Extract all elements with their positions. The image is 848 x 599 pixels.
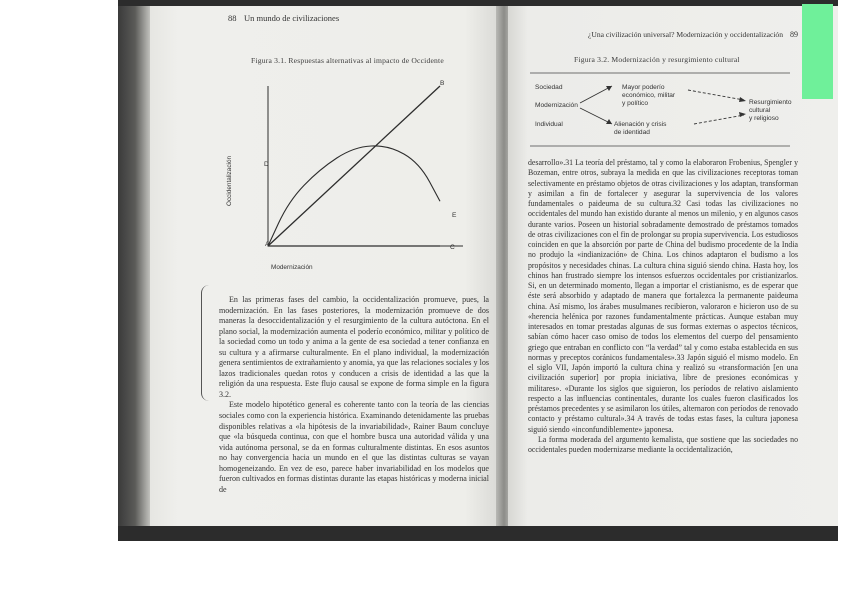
arrow-down-line	[580, 108, 612, 124]
arrow-bottom-to-result	[694, 115, 744, 124]
box-line: y político	[622, 100, 649, 107]
right-running-head: ¿Una civilización universal? Modernización y occidentalización	[588, 30, 784, 39]
box-resurgimiento	[749, 99, 792, 123]
point-label-c: C	[450, 244, 455, 251]
left-paragraph-2: Este modelo hipotético general es coherente tanto con la teoría de las ciencias sociales como con la experiencia histórica. Examinando detenidamente las pruebas disponibles relativas a «la hipótesis de la invariabilidad», Rainer Baum concluye que «la búsqueda continua, con que el hombre busca una autoridad válida y una vida autónoma personal, se da en formas culturalmente distintas. En esos asuntos no hay convergencia hacia un mundo en el que las distintas culturas se vayan homogeneizando. En vez de eso, parece haber invariabilidad en los modelos que fueron cultivados en formas distintas durante las etapas históricas y moderna inicial de	[219, 400, 489, 494]
point-label-a: A	[265, 241, 270, 248]
figure-3-2-caption: Figura 3.2. Modernización y resurgimiento cultural	[574, 55, 740, 64]
box-line: Alienación y crisis	[614, 121, 667, 128]
box-mayor-poderio	[622, 84, 675, 108]
x-axis-label: Modernización	[271, 264, 313, 271]
right-paragraph-2: La forma moderada del argumento kemalista, que sostiene que las sociedades no occidentales pueden modernizarse mediante la occidentalización,	[528, 434, 798, 454]
left-page-number: 88	[228, 13, 237, 23]
green-sticky-tab	[802, 4, 833, 99]
y-axis-label: Occidentalización	[226, 155, 233, 206]
level-sociedad: Sociedad	[535, 84, 563, 91]
right-page-number: 89	[790, 30, 798, 39]
box-line: Mayor poderío	[622, 84, 665, 91]
level-individual: Individual	[535, 121, 563, 128]
box-alienacion	[614, 121, 666, 137]
arrow-bottom-to-result-head	[739, 112, 746, 117]
level-modernizacion: Modernización	[535, 102, 578, 109]
left-running-head: Un mundo de civilizaciones	[244, 13, 340, 23]
box-line: y religioso	[749, 115, 779, 122]
point-label-d: D	[264, 161, 269, 168]
box-line: de identidad	[614, 129, 650, 136]
box-line: Resurgimiento	[749, 99, 792, 106]
point-label-b: B	[440, 80, 445, 87]
right-paragraph-1: desarrollo».31 La teoría del préstamo, tal y como la elaboraron Frobenius, Spengler y Bozeman, entre otros, subraya la medida en que las civilizaciones receptoras toman selectivamente en préstamo objetos de otras civilizaciones y los adaptan, transforman y asimilan a fin de fortalecer y asegurar la supervivencia de los valores fundamentales o paideuma de su cultura.32 Casi todas las civilizaciones no occidentales del mundo han existido durante al menos un milenio, y en algunos casos durante varios. Poseen un historial sobradamente demostrado de préstamos tomados de otras civilizaciones con el fin de prolongar su propia supervivencia. Los estudiosos coinciden en que la absorción por parte de China del budismo procedente de la India no produjo la «indianización» de China. Los chinos adaptaron el budismo a los propósitos y necesidades chinas. La cultura china siguió siendo china. Hasta hoy, los chinos han frustrado siempre los intensos esfuerzos occidentales por cristianizarlos. Si, en un determinado momento, llegan a importar el cristianismo, es de esperar que éste será absorbido y adaptado de manera que fortalezca la permanente paideuma china. Así mismo, los árabes musulmanes recibieron, valoraron e hicieron uso de su «herencia helénica por razones fundamentalmente prácticas. Aunque estaban muy interesados en tomar prestadas algunas de sus formas externas o aspectos técnicos, sabían cómo hacer caso omiso de todos los elementos del cuerpo del pensamiento griego que entraban en conflicto con “la verdad” tal y como estaba establecida en sus normas y preceptos coránicos fundamentales».33 Japón siguió el mismo modelo. En el siglo VII, Japón importó la cultura china y realizó su «transformación [en una civilización superior] por propia iniciativa, libre de presiones económicas y militares». «Durante los siglos que siguieron, los períodos de relativo aislamiento respecto a las influencias continentales, durante los cuales fueron clasificados los préstamos precedentes y se asimilaron los útiles, alternaron con períodos de renovado contacto y préstamo cultural».34 A través de todas estas fases, la cultura japonesa siguió siendo «inconfundiblemente» japonesa.	[528, 158, 798, 434]
arrow-top-to-result	[688, 90, 744, 100]
box-line: económico, militar	[622, 92, 676, 99]
box-line: cultural	[749, 107, 771, 114]
right-body-text	[528, 158, 798, 455]
arrow-up-line	[580, 86, 612, 103]
point-label-e: E	[452, 212, 457, 219]
arrow-top-to-result-head	[739, 97, 746, 102]
left-paragraph-1: En las primeras fases del cambio, la occidentalización promueve, pues, la modernización. En las fases posteriores, la modernización promueve de dos maneras la desoccidentalización y el resurgimiento de la cultura autóctona. En el plano social, la modernización aumenta el poderío económico, militar y político de la sociedad como un todo y anima a la gente de esa sociedad a tener confianza en su cultura y a afirmarse culturalmente. En el plano individual, la modernización genera sentimientos de extrañamiento y anomia, ya que las relaciones sociales y los lazos tradicionales quedan rotos y conducen a crisis de identidad a las que la religión da una respuesta. Este flujo causal se expone de forma simple en la figura 3.2.	[219, 295, 489, 399]
figure-3-1-caption: Figura 3.1. Respuestas alternativas al impacto de Occidente	[251, 56, 444, 65]
